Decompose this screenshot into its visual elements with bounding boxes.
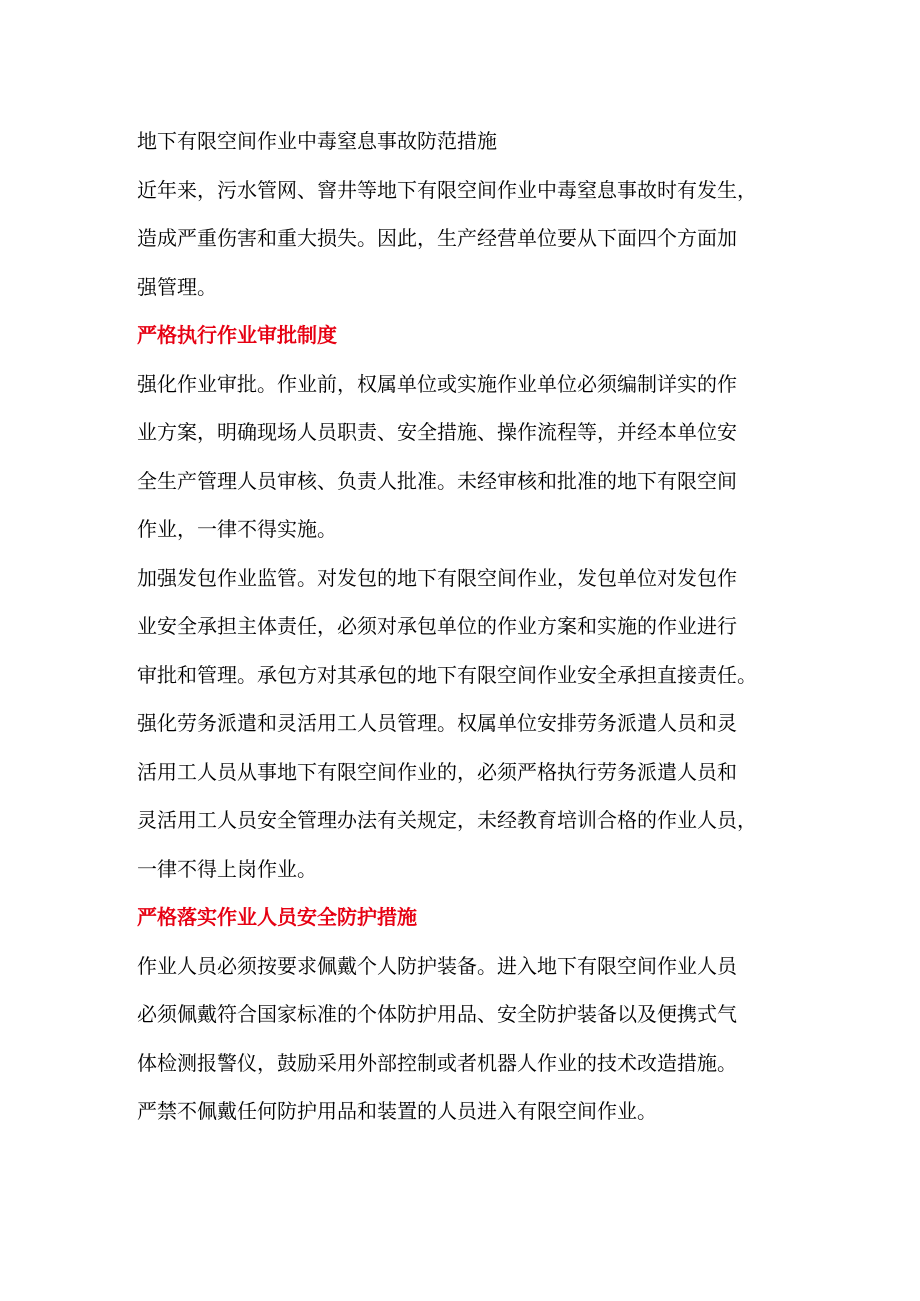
intro-line: 强管理。 bbox=[137, 274, 217, 299]
body-line: 必须佩戴符合国家标准的个体防护用品、安全防护装备以及便携式气 bbox=[137, 1002, 737, 1026]
body-line: 业方案，明确现场人员职责、安全措施、操作流程等，并经本单位安 bbox=[137, 420, 737, 444]
intro-line: 近年来，污水管网、窨井等地下有限空间作业中毒窒息事故时有发生， bbox=[137, 177, 757, 202]
body-line: 加强发包作业监管。对发包的地下有限空间作业，发包单位对发包作 bbox=[137, 565, 737, 590]
intro-paragraph bbox=[137, 166, 797, 312]
body-line: 体检测报警仪，鼓励采用外部控制或者机器人作业的技术改造措施。 bbox=[137, 1050, 737, 1075]
body-line: 强化劳务派遣和灵活用工人员管理。权属单位安排劳务派遣人员和灵 bbox=[137, 711, 737, 735]
body-line: 业安全承担主体责任，必须对承包单位的作业方案和实施的作业进行 bbox=[137, 614, 737, 638]
body-line: 灵活用工人员安全管理办法有关规定，未经教育培训合格的作业人员， bbox=[137, 808, 757, 832]
body-line: 作业人员必须按要求佩戴个人防护装备。进入地下有限空间作业人员 bbox=[137, 953, 737, 978]
section-approval bbox=[137, 311, 797, 893]
intro-line: 造成严重伤害和重大损失。因此，生产经营单位要从下面四个方面加 bbox=[137, 226, 737, 250]
body-line: 审批和管理。承包方对其承包的地下有限空间作业安全承担直接责任。 bbox=[137, 662, 757, 687]
document-title: 地下有限空间作业中毒窒息事故防范措施 bbox=[137, 129, 497, 153]
body-line: 一律不得上岗作业。 bbox=[137, 856, 317, 881]
body-line: 作业，一律不得实施。 bbox=[137, 517, 337, 541]
section-protection bbox=[137, 893, 797, 1136]
document-body bbox=[137, 117, 797, 1136]
body-line: 活用工人员从事地下有限空间作业的，必须严格执行劳务派遣人员和 bbox=[137, 759, 737, 784]
section-heading: 严格落实作业人员安全防护措施 bbox=[137, 905, 417, 929]
body-line: 全生产管理人员审核、负责人批准。未经审核和批准的地下有限空间 bbox=[137, 468, 737, 493]
body-line: 强化作业审批。作业前，权属单位或实施作业单位必须编制详实的作 bbox=[137, 371, 737, 396]
section-heading: 严格执行作业审批制度 bbox=[137, 323, 337, 347]
body-line: 严禁不佩戴任何防护用品和装置的人员进入有限空间作业。 bbox=[137, 1099, 657, 1123]
